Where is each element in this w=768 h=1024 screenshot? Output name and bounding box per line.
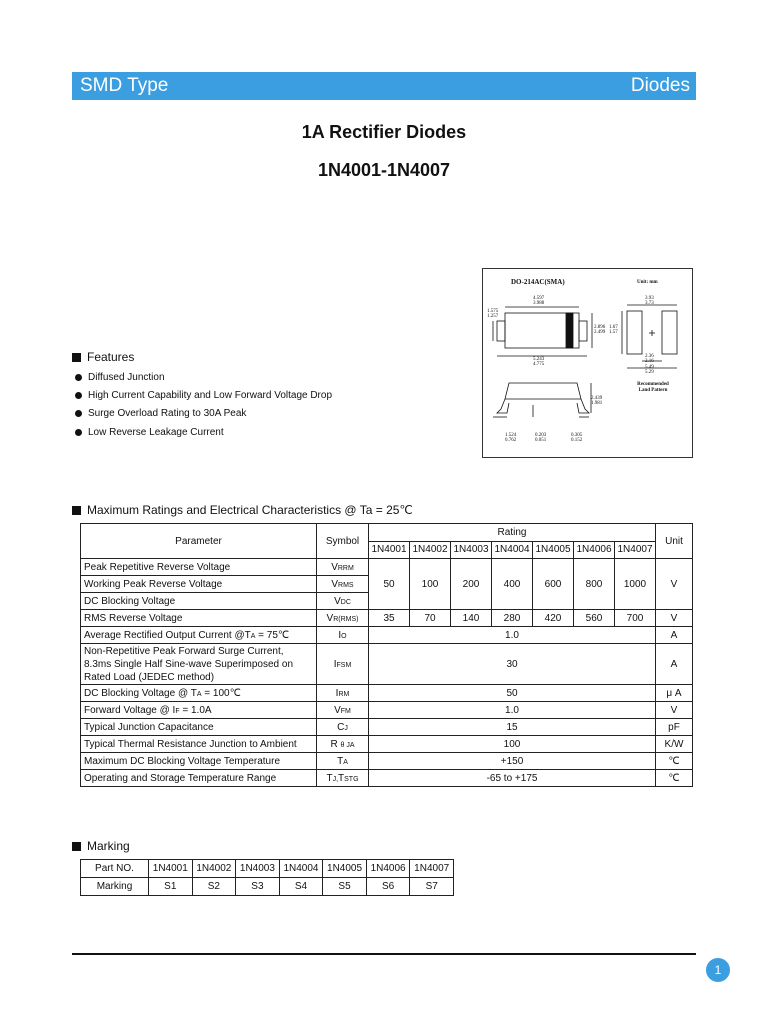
- header-symbol: Symbol: [317, 524, 369, 559]
- mark-cell: S2: [192, 878, 236, 896]
- table-row: [81, 719, 693, 736]
- value-cell: 1.0: [369, 627, 656, 644]
- value-cell: 200: [451, 559, 492, 610]
- dim-label: 5.49 5.29: [645, 365, 654, 375]
- value-cell: 400: [492, 559, 533, 610]
- param-cell: Non-Repetitive Peak Forward Surge Current, 8.3ms Single Half Sine-wave Superimposed on Rated Load (JEDEC method): [81, 644, 317, 685]
- param-cell: DC Blocking Voltage @ TA = 100℃: [81, 685, 317, 702]
- dim-label: 2.896 2.499: [594, 325, 606, 335]
- value-cell: 50: [369, 685, 656, 702]
- unit-cell: ℃: [656, 770, 693, 787]
- param-cell: Typical Junction Capacitance: [81, 719, 317, 736]
- value-cell: 560: [574, 610, 615, 627]
- header-banner: [72, 72, 696, 100]
- symbol-cell: VR(RMS): [317, 610, 369, 627]
- feature-item: Diffused Junction: [75, 372, 165, 383]
- part-cell: 1N4007: [410, 860, 454, 878]
- bullet-dot-icon: [75, 429, 82, 436]
- page-subtitle: 1N4001-1N4007: [317, 160, 451, 180]
- dim-label: 3.93 3.73: [645, 296, 654, 306]
- feature-item: Low Reverse Leakage Current: [75, 427, 224, 438]
- bullet-dot-icon: [75, 410, 82, 417]
- mark-cell: S1: [149, 878, 193, 896]
- value-cell: 700: [615, 610, 656, 627]
- table-row: [81, 559, 693, 576]
- dim-label: 0.203 0.051: [535, 433, 547, 443]
- mark-cell: S4: [279, 878, 323, 896]
- symbol-cell: VRRM: [317, 559, 369, 576]
- recommended-land-pattern-label: Recommended Land Pattern: [637, 382, 669, 393]
- features-heading: [72, 350, 134, 364]
- header-rating: Rating: [369, 524, 656, 542]
- part-cell: 1N4003: [236, 860, 280, 878]
- symbol-cell: IFSM: [317, 644, 369, 685]
- square-bullet-icon: [72, 842, 81, 851]
- feature-item: High Current Capability and Low Forward Voltage Drop: [75, 390, 332, 401]
- param-cell: Working Peak Reverse Voltage: [81, 576, 317, 593]
- symbol-cell: TA: [317, 753, 369, 770]
- table-row: [81, 610, 693, 627]
- dim-label: 2.36 2.16: [645, 354, 654, 364]
- row-label: Marking: [81, 878, 149, 896]
- value-cell: 280: [492, 610, 533, 627]
- part-cell: 1N4005: [323, 860, 367, 878]
- dim-label: 1.67 1.57: [609, 325, 618, 335]
- param-cell: DC Blocking Voltage: [81, 593, 317, 610]
- header-part: 1N4004: [492, 541, 533, 559]
- unit-cell: V: [656, 559, 693, 610]
- header-part: 1N4003: [451, 541, 492, 559]
- unit-cell: pF: [656, 719, 693, 736]
- footer-divider: [72, 953, 696, 955]
- dim-label: 1.575 1.257: [487, 309, 499, 319]
- header-part: 1N4002: [410, 541, 451, 559]
- square-bullet-icon: [72, 353, 81, 362]
- table-row: [81, 753, 693, 770]
- features-heading-text: Features: [87, 350, 135, 364]
- param-cell: Forward Voltage @ IF = 1.0A: [81, 702, 317, 719]
- feature-item: Surge Overload Rating to 30A Peak: [75, 408, 246, 419]
- part-cell: 1N4002: [192, 860, 236, 878]
- param-cell: Maximum DC Blocking Voltage Temperature: [81, 753, 317, 770]
- table-row: [81, 685, 693, 702]
- table-header-row: [81, 524, 693, 542]
- param-cell: Operating and Storage Temperature Range: [81, 770, 317, 787]
- value-cell: 420: [533, 610, 574, 627]
- table-row: [81, 627, 693, 644]
- header-part: 1N4007: [615, 541, 656, 559]
- marking-heading: [72, 839, 130, 853]
- value-cell: -65 to +175: [369, 770, 656, 787]
- header-part: 1N4006: [574, 541, 615, 559]
- square-bullet-icon: [72, 506, 81, 515]
- header-parameter: Parameter: [81, 524, 317, 559]
- dim-label: 4.597 3.988: [533, 296, 545, 306]
- header-right-text: Diodes: [630, 75, 690, 96]
- value-cell: 140: [451, 610, 492, 627]
- header-unit: Unit: [656, 524, 693, 559]
- marking-heading-text: Marking: [87, 839, 130, 853]
- symbol-cell: IRM: [317, 685, 369, 702]
- value-cell: 600: [533, 559, 574, 610]
- value-cell: 1.0: [369, 702, 656, 719]
- value-cell: 1000: [615, 559, 656, 610]
- mark-cell: S5: [323, 878, 367, 896]
- header-part: 1N4001: [369, 541, 410, 559]
- mark-cell: S7: [410, 878, 454, 896]
- unit-cell: K/W: [656, 736, 693, 753]
- unit-cell: A: [656, 644, 693, 685]
- value-cell: 30: [369, 644, 656, 685]
- package-drawing: [482, 268, 693, 458]
- dim-label: 1.524 0.762: [505, 433, 517, 443]
- marking-table: [80, 859, 454, 896]
- package-unit: Unit: mm: [637, 280, 658, 285]
- symbol-cell: VDC: [317, 593, 369, 610]
- value-cell: 800: [574, 559, 615, 610]
- dim-label: 0.305 0.152: [571, 433, 583, 443]
- table-row: [81, 878, 454, 896]
- param-cell: Typical Thermal Resistance Junction to Ambient: [81, 736, 317, 753]
- value-cell: 70: [410, 610, 451, 627]
- header-part: 1N4005: [533, 541, 574, 559]
- mark-cell: S3: [236, 878, 280, 896]
- package-title: DO-214AC(SMA): [511, 278, 565, 286]
- unit-cell: μ A: [656, 685, 693, 702]
- bullet-dot-icon: [75, 392, 82, 399]
- symbol-cell: IO: [317, 627, 369, 644]
- symbol-cell: TJ,TSTG: [317, 770, 369, 787]
- table-row: [81, 736, 693, 753]
- table-row: [81, 860, 454, 878]
- row-label: Part NO.: [81, 860, 149, 878]
- table-row: [81, 702, 693, 719]
- part-cell: 1N4001: [149, 860, 193, 878]
- bullet-dot-icon: [75, 374, 82, 381]
- value-cell: +150: [369, 753, 656, 770]
- unit-cell: V: [656, 610, 693, 627]
- header-left-text: SMD Type: [80, 75, 169, 96]
- param-cell: Peak Repetitive Reverse Voltage: [81, 559, 317, 576]
- page-title: 1A Rectifier Diodes: [301, 122, 467, 142]
- table-row: [81, 770, 693, 787]
- ratings-heading-text: Maximum Ratings and Electrical Characteristics @ Ta = 25℃: [87, 503, 413, 517]
- mark-cell: S6: [366, 878, 410, 896]
- value-cell: 35: [369, 610, 410, 627]
- symbol-cell: R θ JA: [317, 736, 369, 753]
- ratings-table: [80, 523, 693, 787]
- param-cell: RMS Reverse Voltage: [81, 610, 317, 627]
- dim-label: 2.439 1.981: [591, 396, 603, 406]
- dim-label: 5.243 4.775: [533, 357, 545, 367]
- param-cell: Average Rectified Output Current @TA = 75℃: [81, 627, 317, 644]
- value-cell: 100: [369, 736, 656, 753]
- value-cell: 50: [369, 559, 410, 610]
- symbol-cell: VFM: [317, 702, 369, 719]
- unit-cell: V: [656, 702, 693, 719]
- part-cell: 1N4006: [366, 860, 410, 878]
- value-cell: 100: [410, 559, 451, 610]
- symbol-cell: CJ: [317, 719, 369, 736]
- ratings-heading: [72, 503, 413, 517]
- value-cell: 15: [369, 719, 656, 736]
- package-outline-svg: [483, 269, 694, 459]
- table-row: [81, 644, 693, 685]
- unit-cell: ℃: [656, 753, 693, 770]
- part-cell: 1N4004: [279, 860, 323, 878]
- symbol-cell: VRMS: [317, 576, 369, 593]
- unit-cell: A: [656, 627, 693, 644]
- page-number-badge: 1: [706, 958, 730, 982]
